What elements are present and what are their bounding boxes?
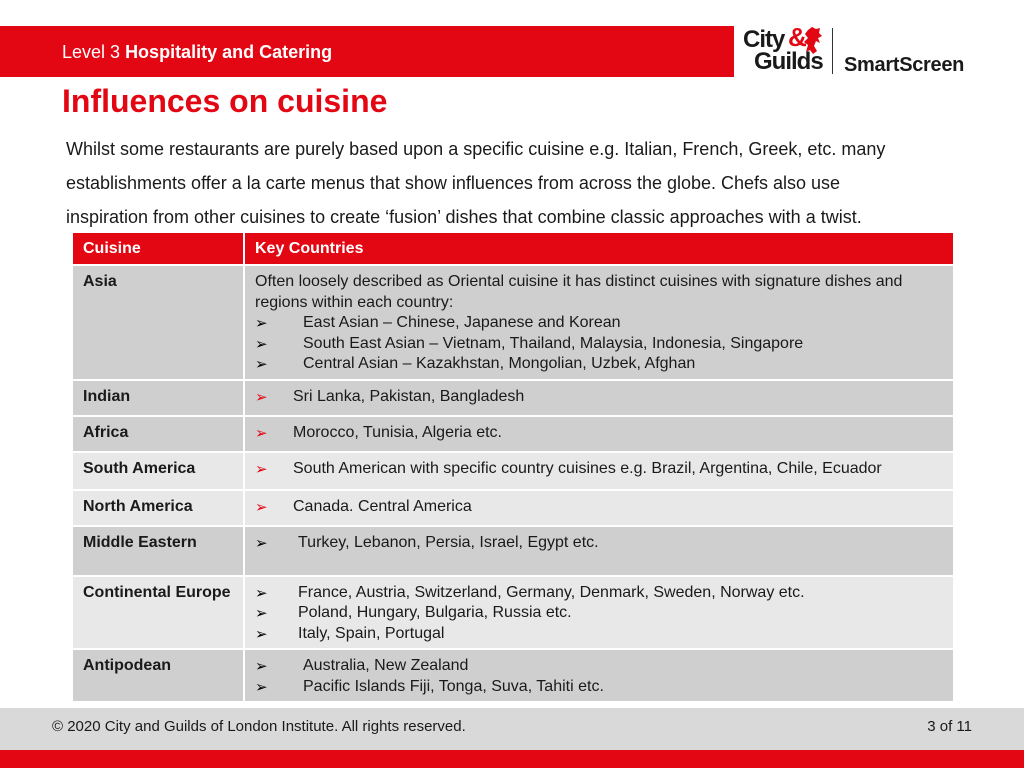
list-item bbox=[255, 334, 943, 355]
country-list bbox=[255, 387, 943, 408]
country-list bbox=[255, 459, 943, 480]
list-item bbox=[255, 533, 943, 554]
list-item bbox=[255, 583, 943, 604]
list-item-text: Pacific Islands Fiji, Tonga, Suva, Tahiti etc. bbox=[303, 677, 604, 695]
arrowhead-bullet-icon: ➢ bbox=[255, 657, 268, 675]
footer-red-strip bbox=[0, 750, 1024, 768]
cuisine-table bbox=[71, 231, 955, 703]
table-row bbox=[72, 416, 954, 452]
page-title: Influences on cuisine bbox=[62, 83, 388, 119]
list-item bbox=[255, 354, 943, 375]
key-countries-cell bbox=[244, 576, 954, 650]
table-row bbox=[72, 576, 954, 650]
arrowhead-bullet-icon: ➢ bbox=[255, 459, 268, 478]
key-countries-cell bbox=[244, 452, 954, 490]
logo-divider bbox=[832, 28, 833, 74]
logo-guilds-text: Guilds bbox=[754, 48, 823, 75]
arrowhead-bullet-icon: ➢ bbox=[255, 583, 268, 602]
table-header-row bbox=[72, 232, 954, 265]
key-countries-cell bbox=[244, 416, 954, 452]
country-list bbox=[255, 497, 943, 518]
table-row bbox=[72, 265, 954, 380]
country-list bbox=[255, 583, 943, 645]
country-list bbox=[255, 656, 943, 697]
intro-paragraph bbox=[66, 132, 986, 234]
intro-line: Whilst some restaurants are purely based upon a specific cuisine e.g. Italian, French, Greek, etc. many bbox=[66, 139, 886, 159]
cuisine-name: Middle Eastern bbox=[72, 526, 244, 576]
list-item bbox=[255, 624, 943, 645]
list-item-text: South American with specific country cuisines e.g. Brazil, Argentina, Chile, Ecuador bbox=[293, 459, 882, 477]
course-name: Hospitality and Catering bbox=[125, 42, 333, 62]
table-row bbox=[72, 526, 954, 576]
list-item-text: East Asian – Chinese, Japanese and Korean bbox=[303, 314, 621, 331]
list-item bbox=[255, 313, 943, 334]
course-header bbox=[62, 42, 332, 63]
country-list bbox=[255, 533, 943, 554]
key-countries-cell bbox=[244, 526, 954, 576]
list-item bbox=[255, 497, 943, 518]
table-row bbox=[72, 452, 954, 490]
cuisine-name: Asia bbox=[72, 265, 244, 380]
logo-ampersand: & bbox=[788, 22, 807, 52]
arrowhead-bullet-icon: ➢ bbox=[255, 423, 268, 442]
list-item-text: Central Asian – Kazakhstan, Mongolian, Uzbek, Afghan bbox=[303, 355, 696, 372]
cuisine-name: North America bbox=[72, 490, 244, 526]
country-list bbox=[255, 423, 943, 444]
arrowhead-bullet-icon: ➢ bbox=[255, 497, 268, 516]
arrowhead-bullet-icon: ➢ bbox=[255, 314, 268, 332]
list-item-text: Canada. Central America bbox=[293, 497, 472, 515]
arrowhead-bullet-icon: ➢ bbox=[255, 677, 268, 696]
intro-line: inspiration from other cuisines to create ‘fusion’ dishes that combine classic approaches with a twist. bbox=[66, 207, 862, 227]
cuisine-name: South America bbox=[72, 452, 244, 490]
list-item-text: Italy, Spain, Portugal bbox=[298, 624, 445, 642]
list-item-text: South East Asian – Vietnam, Thailand, Malaysia, Indonesia, Singapore bbox=[303, 334, 804, 352]
list-item-text: Morocco, Tunisia, Algeria etc. bbox=[293, 423, 502, 441]
city-guilds-smartscreen-logo bbox=[740, 22, 980, 78]
header-cuisine: Cuisine bbox=[72, 232, 244, 265]
copyright-notice: © 2020 City and Guilds of London Institute. All rights reserved. bbox=[52, 718, 466, 735]
key-countries-cell bbox=[244, 649, 954, 702]
list-item-text: France, Austria, Switzerland, Germany, Denmark, Sweden, Norway etc. bbox=[298, 583, 805, 601]
cuisine-name: Continental Europe bbox=[72, 576, 244, 650]
table-row bbox=[72, 490, 954, 526]
cuisine-name: Indian bbox=[72, 380, 244, 416]
table-row bbox=[72, 649, 954, 702]
header-key-countries: Key Countries bbox=[244, 232, 954, 265]
page-number: 3 of 11 bbox=[927, 718, 972, 735]
logo-smartscreen-text: SmartScreen bbox=[844, 54, 965, 76]
intro-line: establishments offer a la carte menus that show influences from across the globe. Chefs also use bbox=[66, 173, 841, 193]
table-row bbox=[72, 380, 954, 416]
arrowhead-bullet-icon: ➢ bbox=[255, 624, 268, 643]
arrowhead-bullet-icon: ➢ bbox=[255, 533, 268, 552]
key-countries-cell bbox=[244, 490, 954, 526]
arrowhead-bullet-icon: ➢ bbox=[255, 355, 268, 373]
list-item-text: Australia, New Zealand bbox=[303, 657, 469, 674]
course-level: Level 3 bbox=[62, 42, 121, 62]
key-countries-cell bbox=[244, 380, 954, 416]
list-item-text: Sri Lanka, Pakistan, Bangladesh bbox=[293, 387, 525, 405]
list-item bbox=[255, 387, 943, 408]
list-item bbox=[255, 459, 943, 480]
list-item-text: Turkey, Lebanon, Persia, Israel, Egypt etc. bbox=[298, 533, 599, 551]
arrowhead-bullet-icon: ➢ bbox=[255, 387, 268, 406]
list-item bbox=[255, 603, 943, 624]
logo-city-text: City bbox=[743, 26, 785, 53]
cuisine-description: Often loosely described as Oriental cuisine it has distinct cuisines with signature dishes and regions within each country: bbox=[255, 273, 903, 311]
list-item bbox=[255, 677, 943, 698]
list-item-text: Poland, Hungary, Bulgaria, Russia etc. bbox=[298, 604, 572, 621]
country-list bbox=[255, 313, 943, 375]
cuisine-name: Africa bbox=[72, 416, 244, 452]
key-countries-cell bbox=[244, 265, 954, 380]
arrowhead-bullet-icon: ➢ bbox=[255, 334, 268, 353]
cuisine-name: Antipodean bbox=[72, 649, 244, 702]
list-item bbox=[255, 423, 943, 444]
list-item bbox=[255, 656, 943, 677]
arrowhead-bullet-icon: ➢ bbox=[255, 604, 268, 622]
